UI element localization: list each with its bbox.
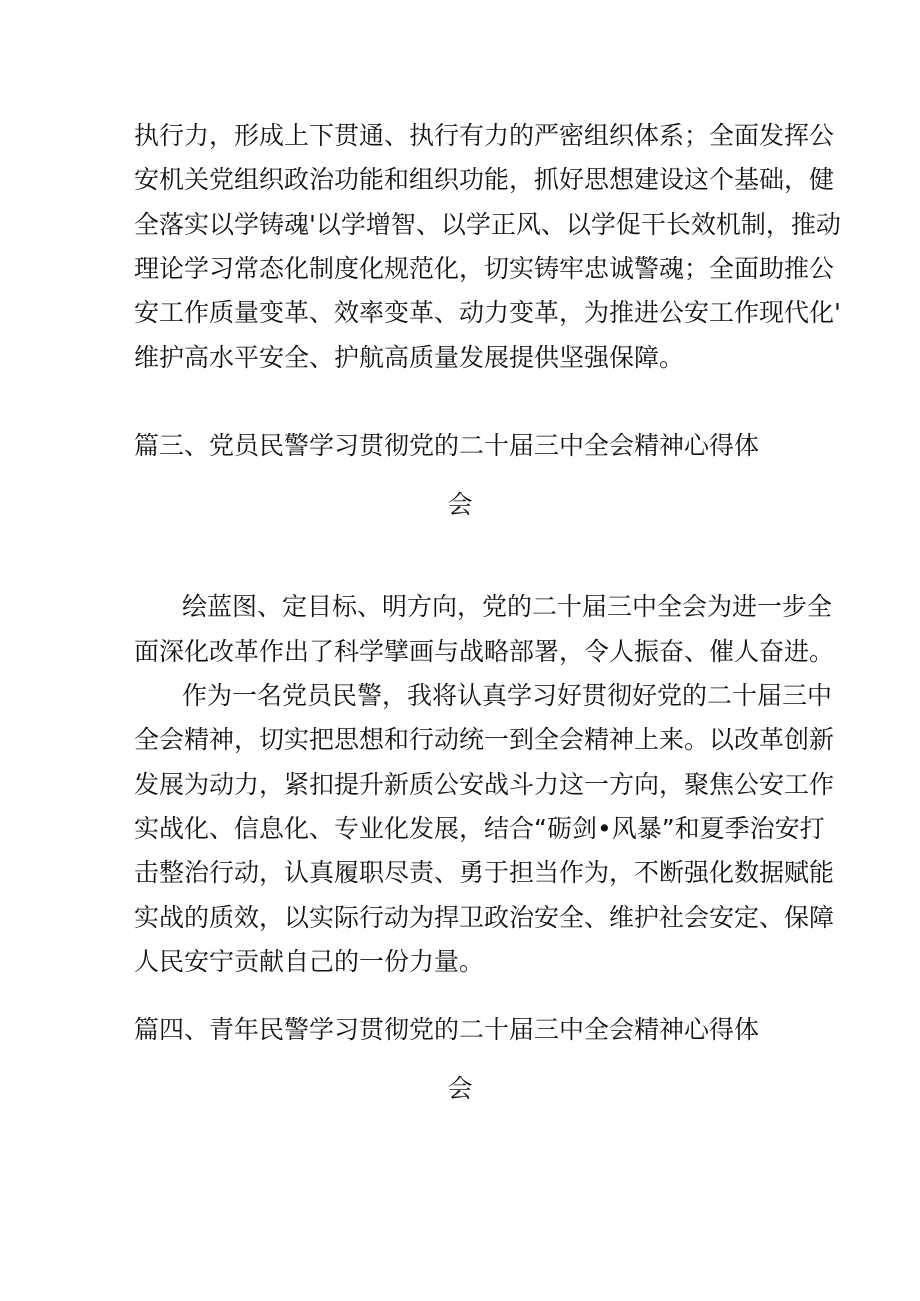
paragraph-1-line-1: 执行力，形成上下贯通、执行有力的严密组织体系；全面发挥公 (134, 121, 835, 150)
section-4-heading-line-2: 会 (447, 1074, 473, 1103)
section-4-heading-line-1: 篇四、青年民警学习贯彻党的二十届三中全会精神心得体 (134, 1015, 760, 1044)
section-3-paragraph-b-line-1: 作为一名党员民警，我将认真学习好贯彻好党的二十届三中 (182, 681, 833, 710)
section-3-paragraph-a-line-2: 面深化改革作出了科学擘画与战略部署，令人振奋、催人奋进。 (134, 637, 835, 666)
paragraph-1-line-3: 全落实以学铸魂'以学增智、以学正风、以学促干长效机制，推动 (134, 210, 841, 239)
section-3-paragraph-b-line-2: 全会精神，切实把思想和行动统一到全会精神上来。以改革创新 (134, 725, 835, 754)
section-3-paragraph-b-line-7: 人民安宁贡献自己的一份力量。 (134, 947, 485, 976)
paragraph-1-line-5: 安工作质量变革、效率变革、动力变革，为推进公安工作现代化' (134, 298, 841, 327)
section-3-paragraph-b-line-3: 发展为动力，紧扣提升新质公安战斗力这一方向，聚焦公安工作 (134, 770, 835, 799)
paragraph-1-line-2: 安机关党组织政治功能和组织功能，抓好思想建设这个基础，健 (134, 165, 835, 194)
section-3-paragraph-b-line-5: 击整治行动，认真履职尽责、勇于担当作为，不断强化数据赋能 (134, 858, 835, 887)
paragraph-1-line-6: 维护高水平安全、护航高质量发展提供坚强保障。 (134, 343, 685, 372)
section-3-heading-line-1: 篇三、党员民警学习贯彻党的二十届三中全会精神心得体 (134, 431, 760, 460)
section-3-paragraph-b-line-4: 实战化、信息化、专业化发展，结合“砺剑•风暴”和夏季治安打 (134, 814, 825, 843)
section-3-paragraph-b-line-6: 实战的质效，以实际行动为捍卫政治安全、维护社会安定、保障 (134, 903, 835, 932)
paragraph-1-line-4: 理论学习常态化制度化规范化，切实铸牢忠诚警魂；全面助推公 (134, 254, 835, 283)
section-3-paragraph-a-line-1: 绘蓝图、定目标、明方向，党的二十届三中全会为进一步全 (182, 592, 833, 621)
section-3-heading-line-2: 会 (447, 490, 473, 519)
